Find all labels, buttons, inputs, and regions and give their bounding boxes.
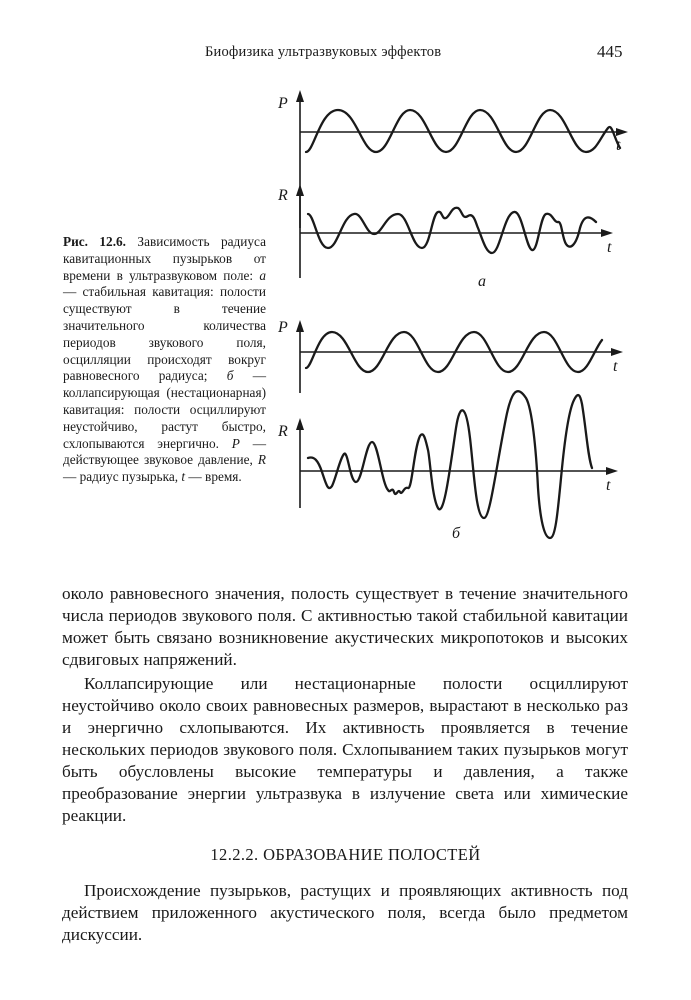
figure-12-6 <box>270 88 635 558</box>
page-number: 445 <box>597 42 623 61</box>
caption-label-b: б <box>226 368 234 384</box>
panel-b-radius-time-label: t <box>606 477 611 494</box>
figure-graphs <box>270 88 635 558</box>
body-paragraph-3: Происхождение пузырьков, растущих и проявляющих активность под действием приложенного акустического поля, всегда было предметом дискуссии. <box>62 881 628 944</box>
panel-b-radius-axis-label: R <box>278 423 288 440</box>
panel-a-pressure-time-label: t <box>616 137 621 154</box>
figure-caption <box>63 234 266 486</box>
caption-symbol-r: R <box>257 452 266 468</box>
body-paragraph-1: около равновесного значения, полость существует в течение значительного числа периодов звукового поля. С активностью такой стабильной кавитации может быть связано возникновение акустических микропотоков и высоких сдвиговых напряжений. <box>62 584 628 669</box>
panel-a-pressure-axis-label: P <box>278 95 288 112</box>
panel-b-pressure-time-label: t <box>613 358 618 375</box>
panel-a-radius-axis-label: R <box>278 187 288 204</box>
caption-text: — время. <box>185 469 242 485</box>
panel-b-label: б <box>452 525 461 542</box>
panel-a-label: а <box>478 273 486 290</box>
caption-text: Зависимость радиуса кавитационных пузырьков от времени в ультразвуковом поле: <box>63 234 267 283</box>
caption-symbol-p: P <box>231 435 240 451</box>
running-title: Биофизика ультразвуковых эффектов <box>205 44 442 60</box>
panel-a-pressure-wave <box>306 110 620 152</box>
caption-lead: Рис. 12.6. <box>63 234 127 249</box>
page-header <box>0 44 691 66</box>
caption-text: — действующее звуковое давление, <box>63 435 266 468</box>
panel-a-radius-t-arrow <box>601 229 613 237</box>
caption-text: — радиус пузырька, <box>63 469 182 485</box>
panel-a-radius-time-label: t <box>607 239 612 256</box>
section-heading: 12.2.2. ОБРАЗОВАНИЕ ПОЛОСТЕЙ <box>210 845 481 864</box>
panel-a-radius-y-arrow <box>296 184 304 196</box>
caption-symbol-t: t <box>181 469 186 485</box>
panel-b-radius-wave <box>308 391 592 538</box>
panel-b-pressure-t-arrow <box>611 348 623 356</box>
caption-text: — коллапсирующая (нестационарная) кавитация: полости осциллируют неустойчиво, растут быстро, схлопываются энергично. <box>63 368 267 451</box>
caption-text: — стабильная кавитация: полости существуют в течение значительного количества периодов звукового поля, осцилляции происходят вокруг равновесного радиуса; <box>63 284 266 384</box>
panel-a-pressure-t-arrow <box>616 128 628 136</box>
panel-b-pressure-axis-label: P <box>278 319 288 336</box>
body-paragraph-2: Коллапсирующие или нестационарные полости осциллируют неустойчиво около своих равновесных размеров, вырастают в несколько раз и энергично схлопываются. Их активность проявляется в течение нескольких периодов звукового поля. Схлопыванием таких пузырьков могут быть обусловлены высокие температуры и давления, а также преобразование энергии ультразвука в излучение света или химические реакции. <box>62 674 628 825</box>
panel-a-radius-wave <box>308 208 596 253</box>
panel-a-pressure-y-arrow <box>296 90 304 102</box>
panel-b-radius-y-arrow <box>296 418 304 430</box>
panel-b-pressure-y-arrow <box>296 320 304 332</box>
caption-label-a: а <box>259 267 266 283</box>
panel-b-radius-t-arrow <box>606 467 618 475</box>
